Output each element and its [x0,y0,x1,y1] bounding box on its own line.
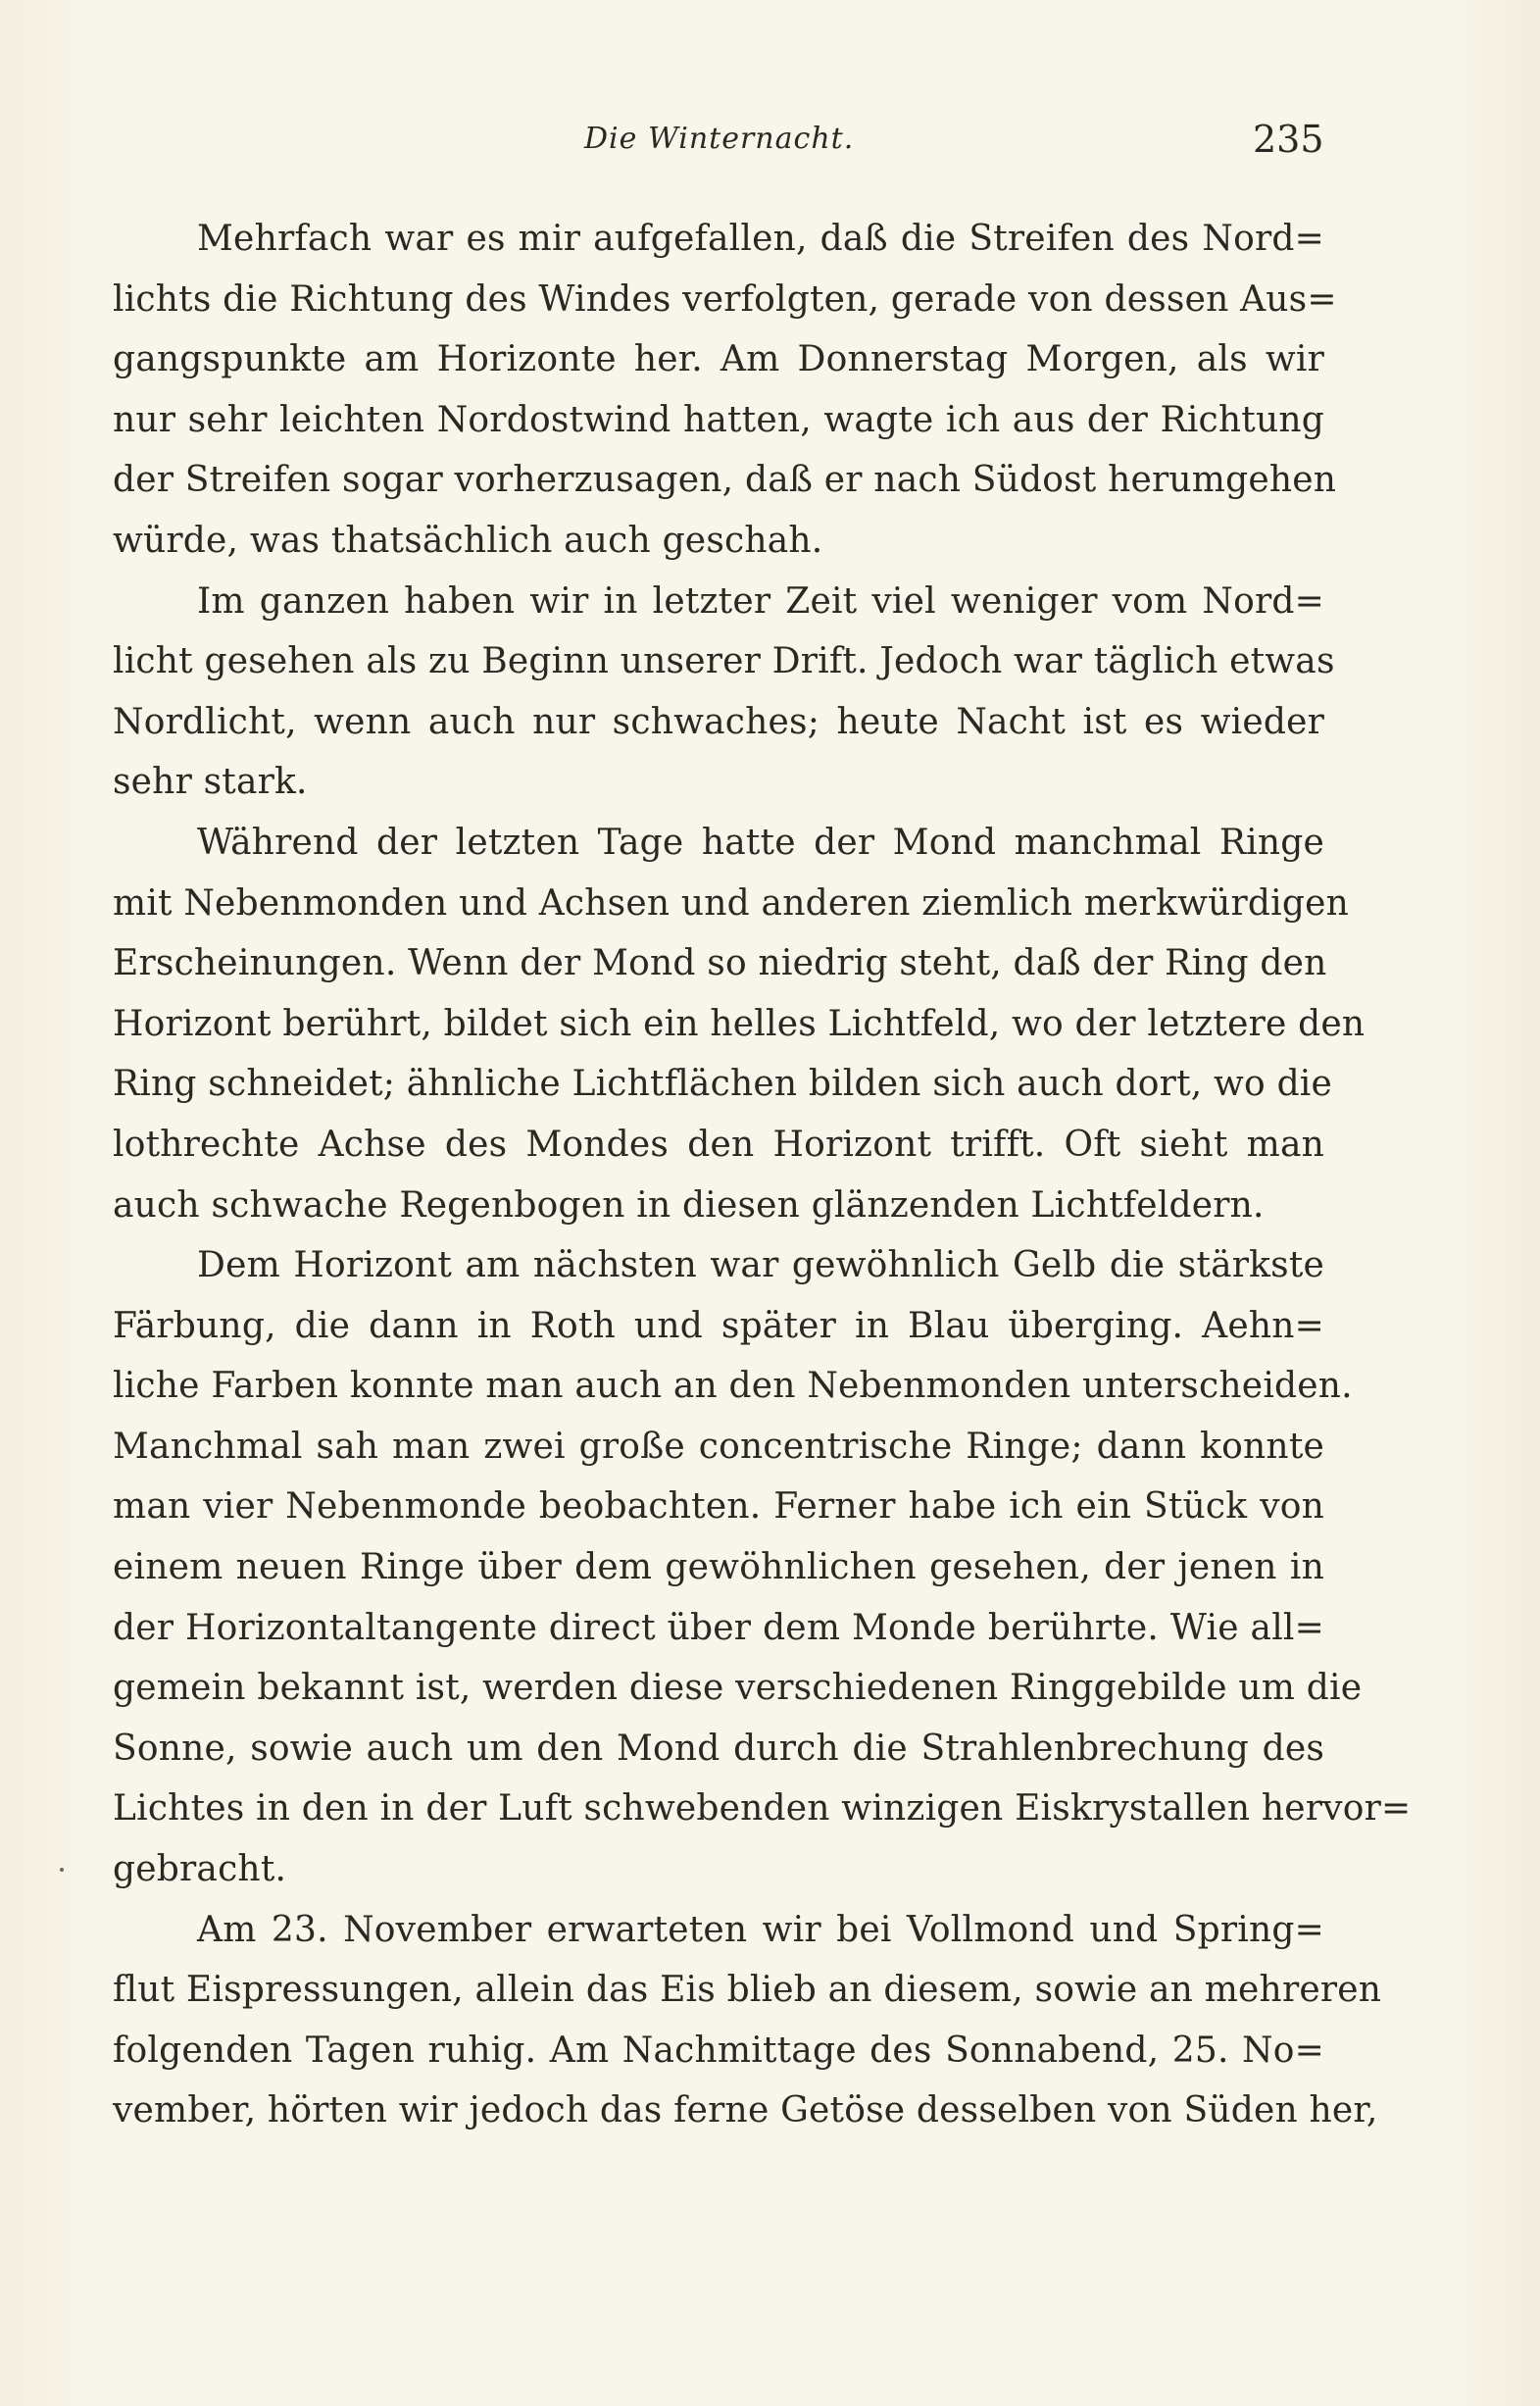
text-line: Ring schneidet; ähnliche Lichtflächen bilden sich auch dort, wo die [113,1064,1333,1105]
text-line: man vier Nebenmonde beobachten. Ferner habe ich ein Stück von [113,1486,1324,1528]
text-line: Erscheinungen. Wenn der Mond so niedrig steht, daß der Ring den [113,943,1327,984]
text-line: Horizont berührt, bildet sich ein helles Lichtfeld, wo der letztere den [113,1003,1366,1044]
text-line: flut Eispressungen, allein das Eis blieb an diesem, sowie an mehreren [113,1970,1382,2011]
margin-speck [60,1868,64,1872]
text-line: gangspunkte am Horizonte her. Am Donnerstag Morgen, als wir [113,339,1324,380]
text-line: gebracht. [113,1849,287,1890]
text-line: gemein bekannt ist, werden diese verschiedenen Ringgebilde um die [113,1668,1363,1709]
text-line: Während der letzten Tage hatte der Mond manchmal Ringe [197,822,1324,863]
text-line: mit Nebenmonden und Achsen und anderen ziemlich merkwürdigen [113,882,1349,924]
text-line: einem neuen Ringe über dem gewöhnlichen gesehen, der jenen in [113,1547,1324,1588]
text-line: sehr stark. [113,762,308,803]
text-line: nur sehr leichten Nordostwind hatten, wagte ich aus der Richtung [113,399,1324,440]
text-line: lichts die Richtung des Windes verfolgten, gerade von dessen Aus= [113,278,1337,320]
text-line: der Streifen sogar vorherzusagen, daß er nach Südost herumgehen [113,460,1337,501]
running-title: Die Winternacht. [584,122,855,156]
text-line: würde, was thatsächlich auch geschah. [113,520,823,561]
text-line: vember, hörten wir jedoch das ferne Getöse desselben von Süden her, [113,2090,1378,2131]
text-line: auch schwache Regenbogen in diesen glänzenden Lichtfeldern. [113,1184,1265,1226]
text-line: Sonne, sowie auch um den Mond durch die Strahlenbrechung des [113,1728,1324,1769]
text-line: licht gesehen als zu Beginn unserer Drift. Jedoch war täglich etwas [113,641,1335,682]
running-head [0,118,1540,167]
text-line: Manchmal sah man zwei große concentrische Ringe; dann konnte [113,1426,1324,1467]
text-line: Färbung, die dann in Roth und später in Blau überging. Aehn= [113,1305,1324,1346]
text-line: Mehrfach war es mir aufgefallen, daß die Streifen des Nord= [197,219,1324,259]
text-line: liche Farben konnte man auch an den Nebenmonden unterscheiden. [113,1366,1353,1407]
text-line: Am 23. November erwarteten wir bei Vollmond und Spring= [197,1909,1324,1950]
body-text [113,209,1412,2141]
text-line: folgenden Tagen ruhig. Am Nachmittage des Sonnabend, 25. No= [113,2030,1324,2071]
page-number: 235 [1253,118,1324,161]
text-line: lothrechte Achse des Mondes den Horizont trifft. Oft sieht man [113,1124,1324,1165]
text-line: Lichtes in den in der Luft schwebenden winzigen Eiskrystallen hervor= [113,1788,1412,1830]
text-line: Im ganzen haben wir in letzter Zeit viel weniger vom Nord= [197,580,1324,622]
text-line: der Horizontaltangente direct über dem Monde berührte. Wie all= [113,1607,1324,1648]
text-line: Nordlicht, wenn auch nur schwaches; heute Nacht ist es wieder [113,701,1324,742]
text-line: Dem Horizont am nächsten war gewöhnlich Gelb die stärkste [197,1245,1324,1286]
